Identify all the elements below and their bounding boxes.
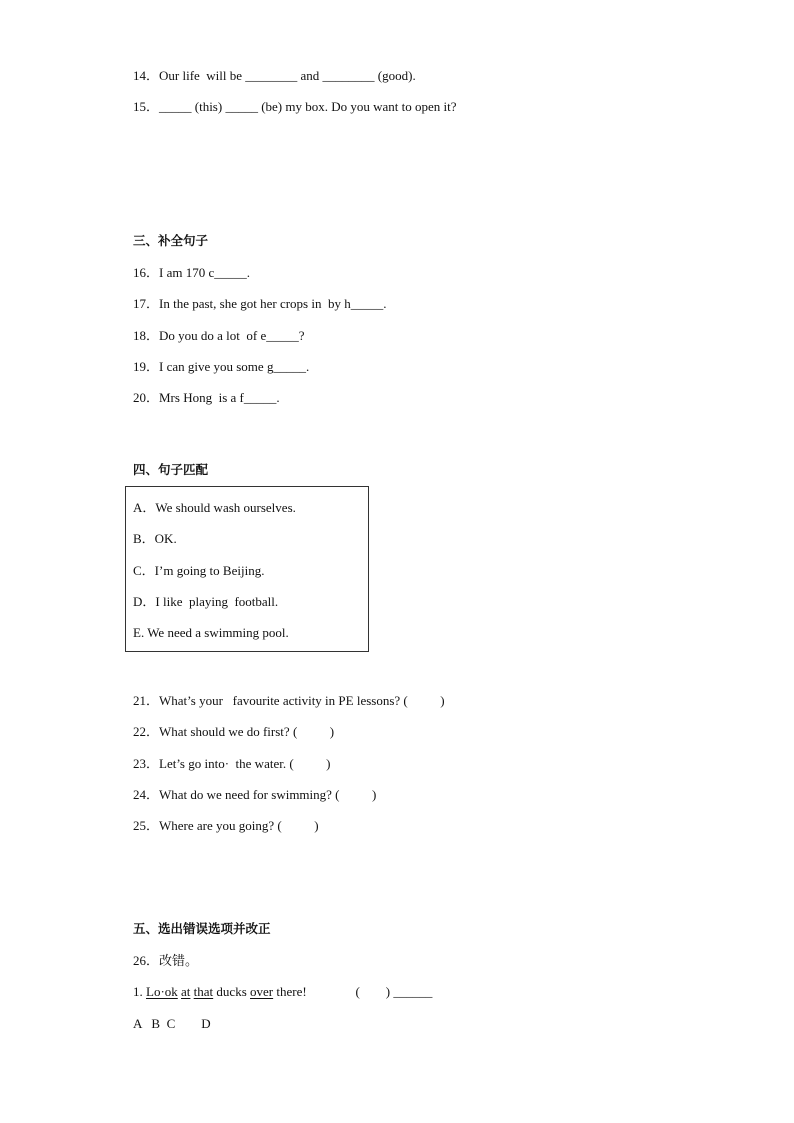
- option-b: B．OK.: [133, 531, 177, 546]
- option-word-c: that: [193, 984, 214, 999]
- question-24: 24．What do we need for swimming? ( ): [133, 787, 377, 802]
- question-23: 23．Let’s go into· the water. ( ): [133, 756, 331, 771]
- question-20: 20．Mrs Hong is a f_____.: [133, 390, 280, 405]
- option-d: D．I like playing football.: [133, 594, 279, 609]
- question-15: 15．_____ (this) _____ (be) my box. Do you want to open it?: [133, 99, 457, 114]
- choice-letters: A B C D: [133, 1016, 211, 1031]
- error-sentence: [133, 984, 432, 1000]
- option-word-b: at: [181, 984, 191, 999]
- question-19: 19．I can give you some g_____.: [133, 359, 310, 374]
- sentence-word: ducks: [216, 984, 247, 999]
- options-box: [125, 486, 369, 652]
- question-16: 16．I am 170 c_____.: [133, 265, 250, 280]
- question-17: 17．In the past, she got her crops in by h_____.: [133, 296, 387, 311]
- question-21: 21．What’s your favourite activity in PE lessons? ( ): [133, 693, 445, 708]
- question-14: 14．Our life will be ________ and ________ (good).: [133, 68, 416, 83]
- option-a: A．We should wash ourselves.: [133, 500, 296, 515]
- section-5-heading: 五、选出错误选项并改正: [133, 921, 271, 936]
- answer-blank: ( ) ______: [306, 984, 433, 999]
- option-word-a: Lo·ok: [146, 984, 178, 999]
- question-22: 22．What should we do first? ( ): [133, 724, 335, 739]
- option-word-d: over: [250, 984, 274, 999]
- sentence-word: there!: [276, 984, 307, 999]
- question-26: 26．改错。: [133, 953, 199, 968]
- question-18: 18．Do you do a lot of e_____?: [133, 328, 305, 343]
- question-25: 25．Where are you going? ( ): [133, 818, 319, 833]
- option-e: E. We need a swimming pool.: [133, 625, 289, 640]
- option-c: C．I’m going to Beijing.: [133, 563, 265, 578]
- section-3-heading: 三、补全句子: [133, 233, 209, 248]
- section-4-heading: 四、句子匹配: [133, 462, 209, 477]
- sentence-prefix: 1.: [133, 984, 146, 999]
